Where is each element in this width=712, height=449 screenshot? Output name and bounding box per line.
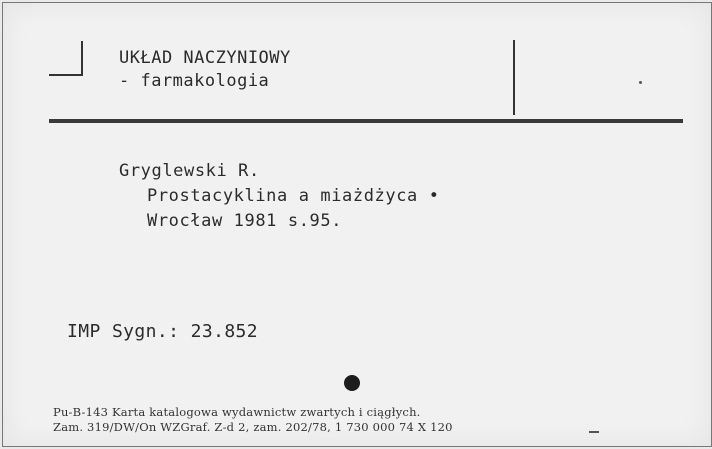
entry-title: Prostacyklina a miażdżyca • <box>147 186 440 206</box>
entry-author: Gryglewski R. <box>119 161 260 181</box>
printer-imprint-line1: Pu-B-143 Karta katalogowa wydawnictw zwartych i ciągłych. <box>53 405 421 419</box>
call-number: IMP Sygn.: 23.852 <box>67 321 259 342</box>
dash-mark <box>589 431 599 433</box>
printer-imprint <box>53 405 453 435</box>
subject-heading-line2: - farmakologia <box>119 71 270 91</box>
bibliographic-entry <box>119 159 440 234</box>
catalog-card <box>2 2 712 447</box>
printer-imprint-line2: Zam. 319/DW/On WZGraf. Z-d 2, zam. 202/78, 1 730 000 74 X 120 <box>53 420 453 434</box>
header-divider-vertical <box>513 40 515 115</box>
header-rule <box>49 119 683 123</box>
subject-heading-line1: UKŁAD NACZYNIOWY <box>119 48 291 68</box>
punch-hole <box>344 375 360 391</box>
corner-bracket-vertical <box>81 41 83 75</box>
corner-bracket-horizontal <box>49 74 83 76</box>
entry-publication: Wrocław 1981 s.95. <box>147 211 343 231</box>
subject-heading <box>119 47 291 93</box>
speck-mark <box>639 81 642 84</box>
